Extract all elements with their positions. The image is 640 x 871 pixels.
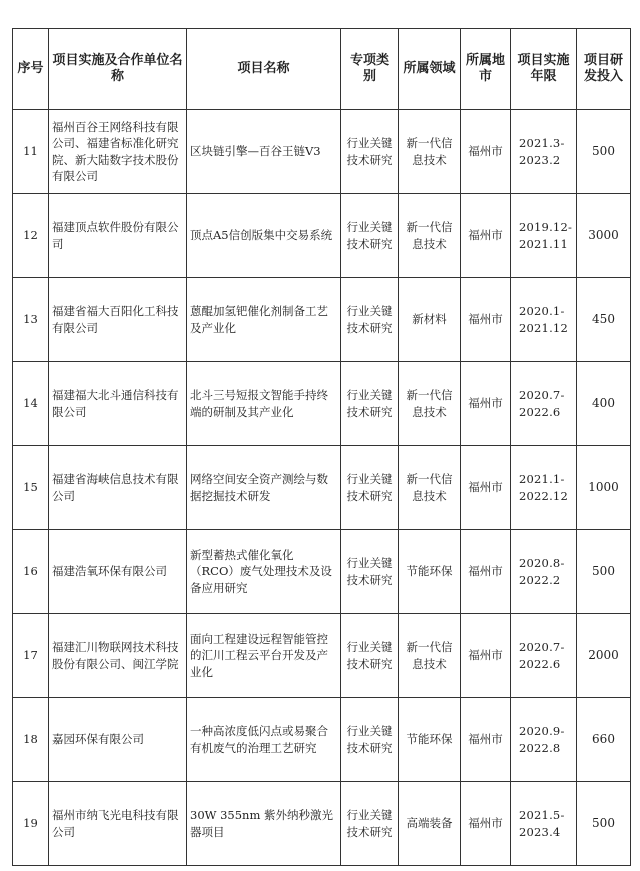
cell-investment: 3000 bbox=[577, 194, 631, 278]
cell-seq: 13 bbox=[13, 278, 49, 362]
cell-seq: 17 bbox=[13, 614, 49, 698]
table-row bbox=[13, 194, 631, 278]
header-name: 项目名称 bbox=[187, 29, 341, 110]
header-investment: 项目研发投入 bbox=[577, 29, 631, 110]
cell-category: 行业关键技术研究 bbox=[341, 446, 399, 530]
cell-field: 新一代信息技术 bbox=[399, 194, 461, 278]
cell-investment: 660 bbox=[577, 698, 631, 782]
cell-field: 新一代信息技术 bbox=[399, 362, 461, 446]
cell-field: 新一代信息技术 bbox=[399, 446, 461, 530]
cell-city: 福州市 bbox=[461, 278, 511, 362]
cell-investment: 500 bbox=[577, 782, 631, 866]
cell-project-name: 面向工程建设远程智能管控的汇川工程云平台开发及产业化 bbox=[187, 614, 341, 698]
cell-investment: 500 bbox=[577, 530, 631, 614]
cell-category: 行业关键技术研究 bbox=[341, 278, 399, 362]
cell-field: 新一代信息技术 bbox=[399, 110, 461, 194]
table-row bbox=[13, 446, 631, 530]
table-row bbox=[13, 530, 631, 614]
cell-period: 2020.7-2022.6 bbox=[511, 362, 577, 446]
cell-unit: 福建福大北斗通信科技有限公司 bbox=[49, 362, 187, 446]
cell-field: 新材料 bbox=[399, 278, 461, 362]
cell-seq: 14 bbox=[13, 362, 49, 446]
cell-city: 福州市 bbox=[461, 782, 511, 866]
cell-investment: 400 bbox=[577, 362, 631, 446]
cell-investment: 450 bbox=[577, 278, 631, 362]
cell-field: 高端装备 bbox=[399, 782, 461, 866]
cell-project-name: 新型蓄热式催化氧化（RCO）废气处理技术及设备应用研究 bbox=[187, 530, 341, 614]
cell-unit: 福建省福大百阳化工科技有限公司 bbox=[49, 278, 187, 362]
cell-period: 2020.7-2022.6 bbox=[511, 614, 577, 698]
cell-field: 节能环保 bbox=[399, 698, 461, 782]
cell-category: 行业关键技术研究 bbox=[341, 110, 399, 194]
cell-project-name: 区块链引擎—百谷王链V3 bbox=[187, 110, 341, 194]
cell-unit: 福州市纳飞光电科技有限公司 bbox=[49, 782, 187, 866]
cell-project-name: 蒽醌加氢钯催化剂制备工艺及产业化 bbox=[187, 278, 341, 362]
table-row bbox=[13, 110, 631, 194]
cell-city: 福州市 bbox=[461, 698, 511, 782]
cell-seq: 15 bbox=[13, 446, 49, 530]
cell-category: 行业关键技术研究 bbox=[341, 194, 399, 278]
cell-project-name: 顶点A5信创版集中交易系统 bbox=[187, 194, 341, 278]
cell-seq: 16 bbox=[13, 530, 49, 614]
cell-field: 新一代信息技术 bbox=[399, 614, 461, 698]
cell-project-name: 网络空间安全资产测绘与数据挖掘技术研发 bbox=[187, 446, 341, 530]
cell-period: 2021.1-2022.12 bbox=[511, 446, 577, 530]
cell-seq: 12 bbox=[13, 194, 49, 278]
table-row bbox=[13, 278, 631, 362]
cell-category: 行业关键技术研究 bbox=[341, 782, 399, 866]
table-row bbox=[13, 698, 631, 782]
cell-unit: 嘉园环保有限公司 bbox=[49, 698, 187, 782]
cell-city: 福州市 bbox=[461, 110, 511, 194]
cell-unit: 福建顶点软件股份有限公司 bbox=[49, 194, 187, 278]
header-row bbox=[13, 29, 631, 110]
header-city: 所属地市 bbox=[461, 29, 511, 110]
header-period: 项目实施年限 bbox=[511, 29, 577, 110]
cell-period: 2019.12-2021.11 bbox=[511, 194, 577, 278]
cell-project-name: 北斗三号短报文智能手持终端的研制及其产业化 bbox=[187, 362, 341, 446]
cell-investment: 1000 bbox=[577, 446, 631, 530]
cell-seq: 11 bbox=[13, 110, 49, 194]
cell-category: 行业关键技术研究 bbox=[341, 362, 399, 446]
table-row bbox=[13, 362, 631, 446]
cell-project-name: 30W 355nm 紫外纳秒激光器项目 bbox=[187, 782, 341, 866]
cell-unit: 福建省海峡信息技术有限公司 bbox=[49, 446, 187, 530]
cell-category: 行业关键技术研究 bbox=[341, 614, 399, 698]
cell-category: 行业关键技术研究 bbox=[341, 530, 399, 614]
table-row bbox=[13, 614, 631, 698]
cell-seq: 18 bbox=[13, 698, 49, 782]
cell-investment: 500 bbox=[577, 110, 631, 194]
header-unit: 项目实施及合作单位名称 bbox=[49, 29, 187, 110]
cell-city: 福州市 bbox=[461, 530, 511, 614]
cell-city: 福州市 bbox=[461, 614, 511, 698]
project-table bbox=[12, 28, 631, 866]
cell-period: 2020.9-2022.8 bbox=[511, 698, 577, 782]
cell-city: 福州市 bbox=[461, 362, 511, 446]
cell-unit: 福州百谷王网络科技有限公司、福建省标准化研究院、新大陆数字技术股份有限公司 bbox=[49, 110, 187, 194]
cell-period: 2020.1-2021.12 bbox=[511, 278, 577, 362]
cell-period: 2021.3-2023.2 bbox=[511, 110, 577, 194]
cell-category: 行业关键技术研究 bbox=[341, 698, 399, 782]
cell-investment: 2000 bbox=[577, 614, 631, 698]
header-seq: 序号 bbox=[13, 29, 49, 110]
cell-city: 福州市 bbox=[461, 194, 511, 278]
cell-project-name: 一种高浓度低闪点或易聚合有机废气的治理工艺研究 bbox=[187, 698, 341, 782]
cell-seq: 19 bbox=[13, 782, 49, 866]
table-row bbox=[13, 782, 631, 866]
cell-unit: 福建汇川物联网技术科技股份有限公司、闽江学院 bbox=[49, 614, 187, 698]
cell-unit: 福建浩氧环保有限公司 bbox=[49, 530, 187, 614]
cell-period: 2020.8-2022.2 bbox=[511, 530, 577, 614]
header-category: 专项类别 bbox=[341, 29, 399, 110]
cell-city: 福州市 bbox=[461, 446, 511, 530]
cell-period: 2021.5-2023.4 bbox=[511, 782, 577, 866]
header-field: 所属领域 bbox=[399, 29, 461, 110]
cell-field: 节能环保 bbox=[399, 530, 461, 614]
